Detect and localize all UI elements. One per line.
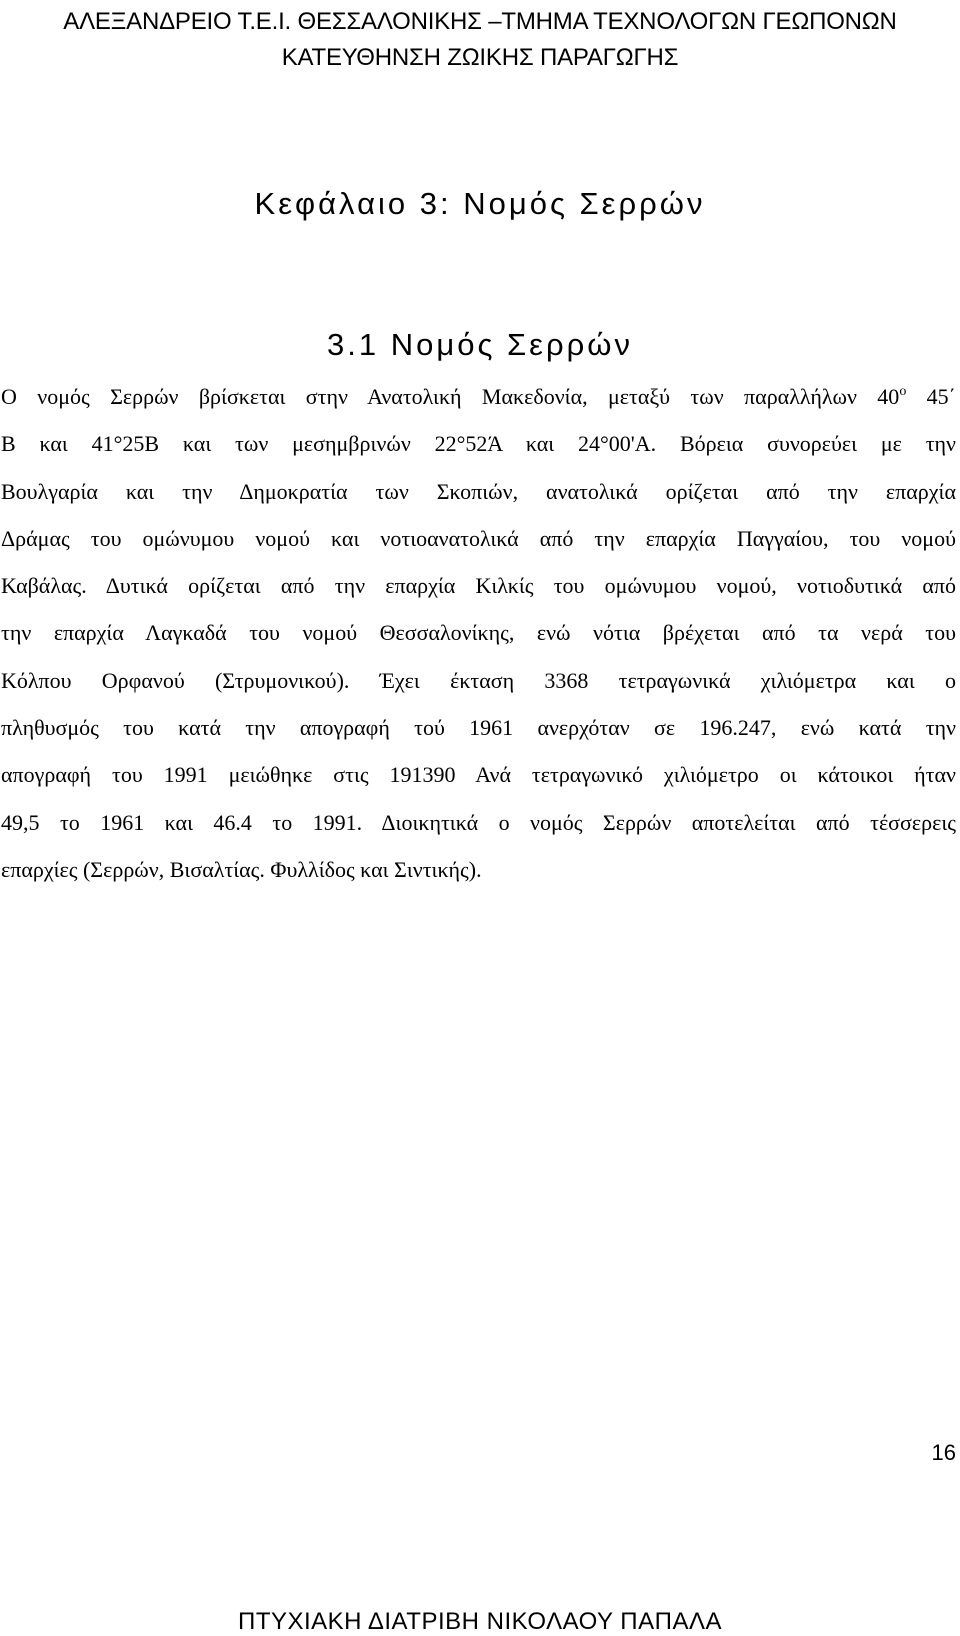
- body-paragraph: [0, 373, 960, 893]
- paragraph-line: 49,5 το 1961 και 46.4 το 1991. Διοικητικά ο νομός Σερρών αποτελείται από τέσσερεις: [1, 809, 956, 835]
- paragraph-line: Δράμας του ομώνυμου νομού και νοτιοανατολικά από την επαρχία Παγγαίου, του νομού: [1, 525, 956, 551]
- chapter-title: Κεφάλαιο 3: Νομός Σερρών: [254, 186, 706, 221]
- paragraph-line: Κόλπου Ορφανού (Στρυμονικού). Έχει έκταση 3368 τετραγωνικά χιλιόμετρα και ο: [1, 667, 956, 693]
- paragraph-line: [0, 373, 960, 420]
- paragraph-text: 45΄: [906, 384, 957, 409]
- page-number: 16: [931, 1440, 956, 1465]
- paragraph-line: Β και 41°25Β και των μεσημβρινών 22°52Ά και 24°00'Α. Βόρεια συνορεύει με την: [1, 431, 956, 457]
- page-footer: ΠΤΥΧΙΑΚΗ ΔΙΑΤΡΙΒΗ ΝΙΚΟΛΑΟΥ ΠΑΠΑΛΑ: [237, 1608, 723, 1635]
- paragraph-line: απογραφή του 1991 μειώθηκε στις 191390 Ανά τετραγωνικό χιλιόμετρο οι κάτοικοι ήταν: [1, 762, 956, 788]
- paragraph-line: επαρχίες (Σερρών, Βισαλτίας. Φυλλίδος και Σιντικής).: [1, 856, 482, 882]
- section-title: 3.1 Νομός Σερρών: [327, 327, 633, 362]
- paragraph-line: πληθυσμός του κατά την απογραφή τού 1961 ανερχόταν σε 196.247, ενώ κατά την: [1, 715, 956, 741]
- paragraph-line: Καβάλας. Δυτικά ορίζεται από την επαρχία Κιλκίς του ομώνυμου νομού, νοτιοδυτικά από: [1, 573, 956, 599]
- header-institution: ΑΛΕΞΑΝΔΡΕΙΟ Τ.Ε.Ι. ΘΕΣΣΑΛΟΝΙΚΗΣ –ΤΜΗΜΑ ΤΕΧΝΟΛΟΓΩΝ ΓΕΩΠΟΝΩΝ: [63, 8, 897, 35]
- paragraph-text: Ο νομός Σερρών βρίσκεται στην Ανατολική Μακεδονία, μεταξύ των παραλλήλων 40: [1, 384, 900, 409]
- header-department: ΚΑΤΕΥΘΗΝΣΗ ΖΩΙΚΗΣ ΠΑΡΑΓΩΓΗΣ: [281, 44, 679, 71]
- degree-superscript: ο: [899, 384, 907, 399]
- page-header: [0, 4, 960, 76]
- paragraph-line: την επαρχία Λαγκαδά του νομού Θεσσαλονίκης, ενώ νότια βρέχεται από τα νερά του: [1, 620, 956, 646]
- paragraph-line: Βουλγαρία και την Δημοκρατία των Σκοπιών, ανατολικά ορίζεται από την επαρχία: [1, 478, 956, 504]
